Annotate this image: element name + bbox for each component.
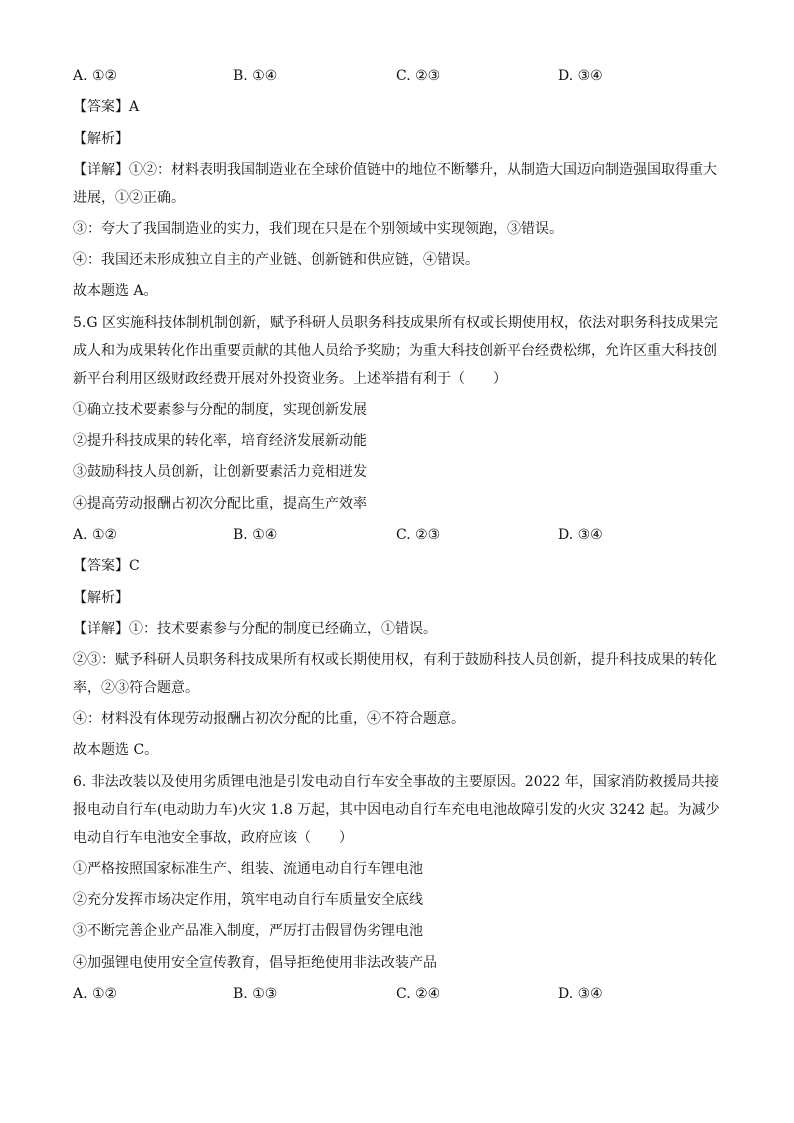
q6-item-3: ③不断完善企业产品准入制度，严厉打击假冒伪劣锂电池 [73,923,423,940]
q5-detail-3: ④：材料没有体现劳动报酬占初次分配的比重，④不符合题意。 [73,711,465,728]
q6-item-1: ①严格按照国家标准生产、组装、流通电动自行车锂电池 [73,860,423,877]
q4-option-b: B. ①④ [233,68,278,84]
q6-option-b: B. ①③ [233,985,278,1002]
q4-option-a: A. ①② [73,68,118,84]
q5-item-2: ②提升科技成果的转化率，培育经济发展新动能 [73,433,367,450]
q5-detail-1: 【详解】①：技术要素参与分配的制度已经确立，①错误。 [73,620,437,637]
q5-detail-2 [73,646,723,705]
q4-options [73,62,723,93]
q4-detail-2: ③：夸大了我国制造业的实力，我们现在只是在个别领域中实现领跑，③错误。 [73,220,563,237]
q4-detail-3: ④：我国还未形成独立自主的产业链、创新链和供应链，④错误。 [73,252,479,269]
q5-conclusion: 故本题选 C。 [73,742,159,759]
q5-option-a: A. ①② [73,526,118,543]
q6-option-d: D. ③④ [558,985,603,1002]
q4-detail-1 [73,156,723,215]
q4-detail-1-text: 【详解】①②：材料表明我国制造业在全球价值链中的地位不断攀升，从制造大国迈向制造强国取得重大进展，①②正确。 [73,161,717,206]
q6-item-2: ②充分发挥市场决定作用，筑牢电动自行车质量安全底线 [73,892,423,909]
q4-conclusion: 故本题选 A。 [73,283,158,300]
q6-item-4: ④加强锂电使用安全宣传教育，倡导拒绝使用非法改装产品 [73,954,437,971]
q5-stem-text: 5.G 区实施科技体制机制创新，赋予科研人员职务科技成果所有权或长期使用权，依法对职务科技成果完成人和为成果转化作出重要贡献的其他人员给予奖励；为重大科技创新平台经费松绑，允许区重大科技创新平台利用区级财政经费开展对外投资业务。上述举措有利于（ ） [73,314,718,387]
q4-analysis-heading: 【解析】 [73,130,129,147]
q4-answer: 【答案】A [73,99,140,116]
document-page [73,62,723,1011]
q5-stem [73,309,723,396]
q5-analysis-heading: 【解析】 [73,589,129,606]
q5-option-d: D. ③④ [558,526,603,543]
q6-option-c: C. ②④ [396,985,441,1002]
q6-options [73,980,723,1011]
q5-option-b: B. ①④ [233,526,278,543]
q6-stem-text: 6. 非法改装以及使用劣质锂电池是引发电动自行车安全事故的主要原因。2022 年，国家消防救援局共接报电动自行车(电动助力车)火灾 1.8 万起，其中因电动自行车充电电池故障引发的火灾 3242 起。为减少电动自行车电池安全事故，政府应该（ ） [73,773,720,846]
q5-item-3: ③鼓励科技人员创新，让创新要素活力竞相迸发 [73,464,367,481]
q4-option-c: C. ②③ [396,68,441,84]
q5-detail-2-text: ②③：赋予科研人员职务科技成果所有权或长期使用权，有利于鼓励科技人员创新，提升科技成果的转化率，②③符合题意。 [73,652,717,697]
q5-item-4: ④提高劳动报酬占初次分配比重，提高生产效率 [73,495,367,512]
q6-stem [73,768,723,855]
q5-options [73,521,723,552]
q4-option-d: D. ③④ [558,68,603,84]
q5-item-1: ①确立技术要素参与分配的制度，实现创新发展 [73,401,367,418]
q5-option-c: C. ②③ [396,526,441,543]
q6-option-a: A. ①② [73,985,118,1002]
q5-answer: 【答案】C [73,558,140,575]
